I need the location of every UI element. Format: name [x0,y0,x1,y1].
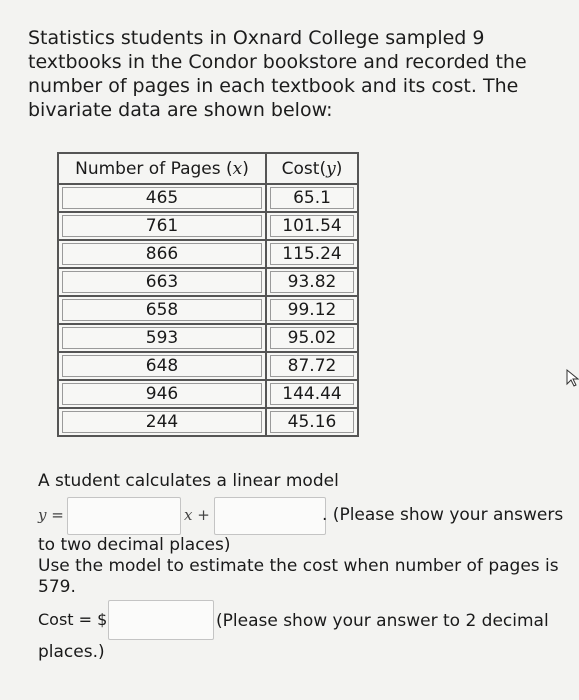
x-plus-label: x + [184,506,210,524]
table-row [58,296,358,324]
cost-cell: 45.16 [266,408,358,436]
cost-input[interactable] [108,600,214,640]
cost-cell: 95.02 [266,324,358,352]
cost-cell: 115.24 [266,240,358,268]
pages-cell: 946 [58,380,266,408]
slope-input[interactable] [67,497,181,535]
cost-answer-row [38,600,573,640]
table-row [58,324,358,352]
table-row [58,268,358,296]
cost-label: Cost = $ [38,610,108,629]
cost-cell: 99.12 [266,296,358,324]
table-header-row [58,153,358,184]
cost-rounding-note-cont: places.) [38,642,105,662]
table-row [58,352,358,380]
pages-cell: 761 [58,212,266,240]
pages-cell: 663 [58,268,266,296]
cost-cell: 93.82 [266,268,358,296]
header-pages: Number of Pages (x) [58,153,266,184]
table-row [58,212,358,240]
estimate-question: Use the model to estimate the cost when number of pages is 579. [38,556,559,597]
table-row [58,240,358,268]
problem-intro: Statistics students in Oxnard College sampled 9 textbooks in the Condor bookstore and recorded the number of pages in each textbook and its cost. The bivariate data are shown below: [28,27,527,121]
cost-cell: 144.44 [266,380,358,408]
header-cost: Cost(y) [266,153,358,184]
pages-cell: 866 [58,240,266,268]
table-row [58,184,358,212]
linear-model-prompt: A student calculates a linear model [38,471,339,491]
pages-cell: 593 [58,324,266,352]
cost-rounding-note: (Please show your answer to 2 decimal [216,611,549,631]
bivariate-data-table [57,152,359,437]
rounding-note-cont: to two decimal places) [38,535,231,555]
pages-cell: 648 [58,352,266,380]
intercept-input[interactable] [214,497,326,535]
data-table-container [57,152,359,437]
pages-cell: 658 [58,296,266,324]
pages-cell: 465 [58,184,266,212]
cost-cell: 101.54 [266,212,358,240]
linear-model-equation [38,497,573,533]
cost-cell: 87.72 [266,352,358,380]
cursor-icon [565,368,579,388]
rounding-note: . (Please show your answers [322,505,564,525]
pages-cell: 244 [58,408,266,436]
table-row [58,380,358,408]
cost-cell: 65.1 [266,184,358,212]
y-equals-label: y = [38,506,64,524]
table-row [58,408,358,436]
estimate-prompt [38,535,568,598]
